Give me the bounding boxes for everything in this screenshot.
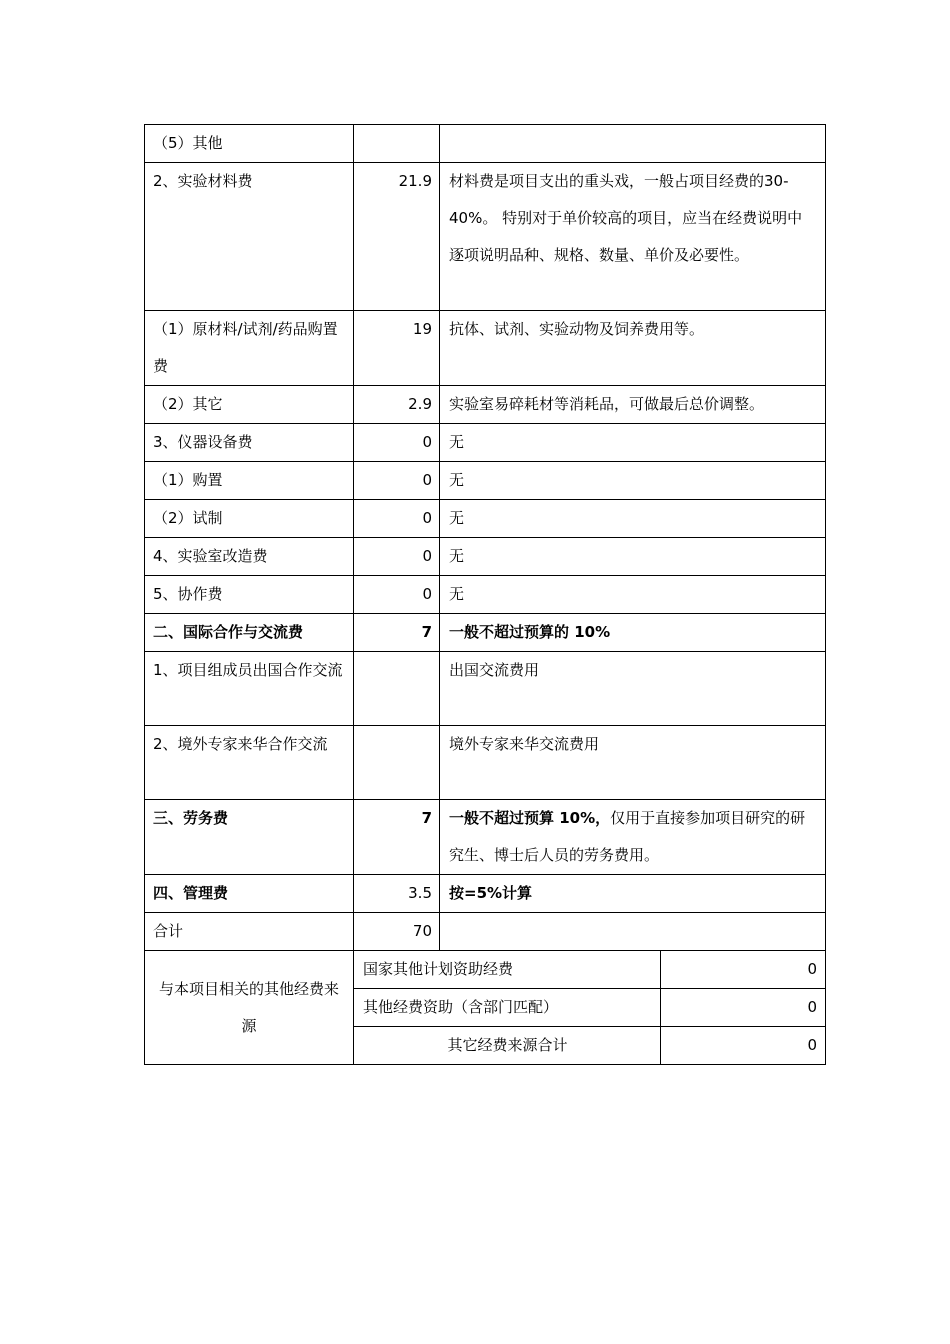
note-cell: 无 xyxy=(440,576,826,614)
amount-cell: 0 xyxy=(354,424,440,462)
source-name-cell: 其他经费资助（含部门匹配） xyxy=(354,989,661,1027)
item-cell: 1、项目组成员出国合作交流 xyxy=(145,652,354,726)
amount-cell: 70 xyxy=(354,913,440,951)
amount-cell: 0 xyxy=(354,462,440,500)
table-row xyxy=(145,614,826,652)
table-row xyxy=(145,424,826,462)
amount-cell: 7 xyxy=(354,614,440,652)
item-cell: （2）其它 xyxy=(145,386,354,424)
note-cell xyxy=(440,125,826,163)
note-plain-text: 仅用于直接参加项目研究的研究生、博士后人员的劳务费用。 xyxy=(449,809,806,864)
amount-cell xyxy=(354,125,440,163)
item-cell: （2）试制 xyxy=(145,500,354,538)
note-cell: 无 xyxy=(440,500,826,538)
table-row xyxy=(145,576,826,614)
table-row xyxy=(145,652,826,726)
note-cell: 境外专家来华交流费用 xyxy=(440,726,826,800)
item-cell: 2、境外专家来华合作交流 xyxy=(145,726,354,800)
table-row xyxy=(145,125,826,163)
budget-table xyxy=(144,124,826,1065)
note-cell: 实验室易碎耗材等消耗品，可做最后总价调整。 xyxy=(440,386,826,424)
note-cell: 出国交流费用 xyxy=(440,652,826,726)
table-row xyxy=(145,538,826,576)
source-value-cell: 0 xyxy=(661,951,826,989)
item-cell: 合计 xyxy=(145,913,354,951)
item-cell: 2、实验材料费 xyxy=(145,163,354,311)
amount-cell: 0 xyxy=(354,576,440,614)
amount-cell: 21.9 xyxy=(354,163,440,311)
amount-cell: 19 xyxy=(354,311,440,386)
amount-cell: 7 xyxy=(354,800,440,875)
note-cell: 一般不超过预算的 10% xyxy=(440,614,826,652)
item-cell: 二、国际合作与交流费 xyxy=(145,614,354,652)
source-name-cell: 国家其他计划资助经费 xyxy=(354,951,661,989)
item-cell: 4、实验室改造费 xyxy=(145,538,354,576)
amount-cell xyxy=(354,652,440,726)
source-total-name-cell: 其它经费来源合计 xyxy=(354,1027,661,1065)
item-cell: （1）购置 xyxy=(145,462,354,500)
item-cell: （1）原材料/试剂/药品购置费 xyxy=(145,311,354,386)
table-row xyxy=(145,311,826,386)
note-bold-text: 一般不超过预算 10%， xyxy=(449,809,611,827)
table-row xyxy=(145,500,826,538)
amount-cell: 3.5 xyxy=(354,875,440,913)
note-cell: 抗体、试剂、实验动物及饲养费用等。 xyxy=(440,311,826,386)
source-value-cell: 0 xyxy=(661,989,826,1027)
item-cell: （5）其他 xyxy=(145,125,354,163)
note-cell xyxy=(440,913,826,951)
note-cell: 无 xyxy=(440,424,826,462)
note-cell: 无 xyxy=(440,462,826,500)
note-cell xyxy=(440,800,826,875)
amount-cell: 0 xyxy=(354,538,440,576)
other-sources-row xyxy=(145,951,826,989)
amount-cell: 2.9 xyxy=(354,386,440,424)
table-row xyxy=(145,875,826,913)
other-sources-label: 与本项目相关的其他经费来源 xyxy=(145,951,354,1065)
amount-cell xyxy=(354,726,440,800)
item-cell: 5、协作费 xyxy=(145,576,354,614)
note-cell: 无 xyxy=(440,538,826,576)
note-cell: 材料费是项目支出的重头戏，一般占项目经费的30-40%。 特别对于单价较高的项目，应当在经费说明中逐项说明品种、规格、数量、单价及必要性。 xyxy=(440,163,826,311)
item-cell: 三、劳务费 xyxy=(145,800,354,875)
note-cell: 按=5%计算 xyxy=(440,875,826,913)
table-row xyxy=(145,386,826,424)
table-row xyxy=(145,800,826,875)
table-row xyxy=(145,726,826,800)
table-row xyxy=(145,163,826,311)
amount-cell: 0 xyxy=(354,500,440,538)
item-cell: 四、管理费 xyxy=(145,875,354,913)
source-total-value-cell: 0 xyxy=(661,1027,826,1065)
table-row xyxy=(145,462,826,500)
table-row xyxy=(145,913,826,951)
item-cell: 3、仪器设备费 xyxy=(145,424,354,462)
